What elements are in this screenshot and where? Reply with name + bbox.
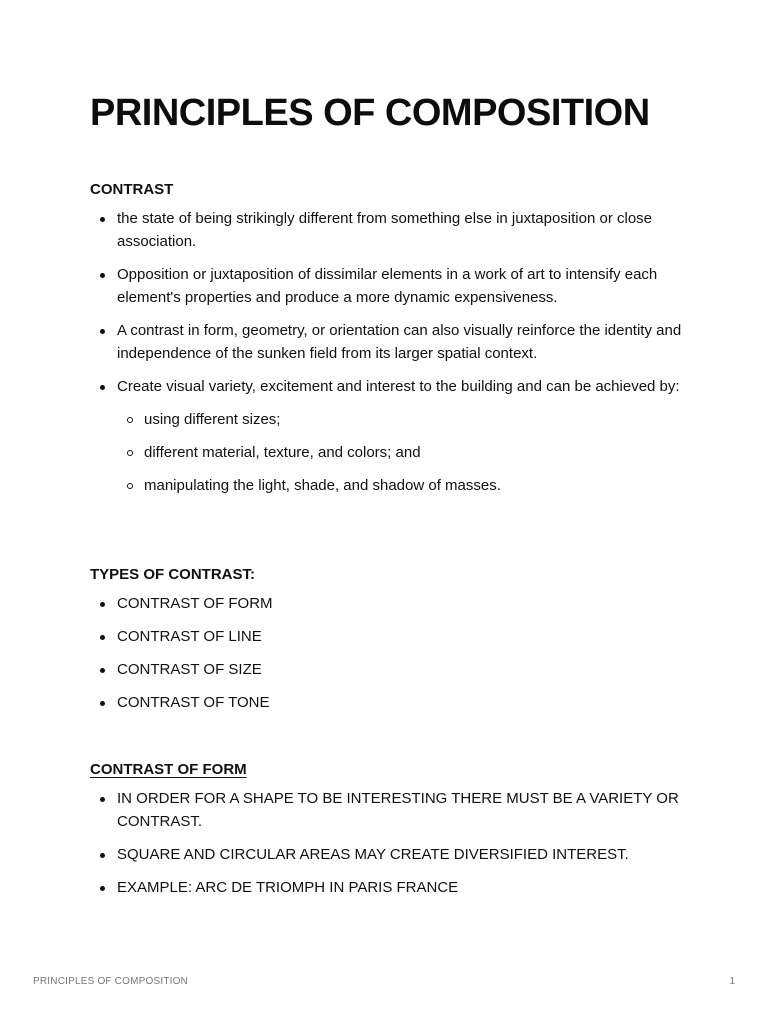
- section-contrast: [90, 180, 690, 507]
- bullet-dot-icon: [100, 668, 105, 673]
- bullet-dot-icon: [100, 273, 105, 278]
- list-item: [90, 658, 690, 681]
- list-item-text: CONTRAST OF FORM: [117, 595, 273, 612]
- contrast-sublist: [117, 408, 690, 497]
- bullet-dot-icon: [100, 329, 105, 334]
- list-item-text: A contrast in form, geometry, or orientation can also visually reinforce the identity and independence of the sunken field from its larger spatial context.: [117, 322, 682, 362]
- list-item-text: CONTRAST OF LINE: [117, 628, 262, 645]
- list-item-text: the state of being strikingly different from something else in juxtaposition or close association.: [117, 210, 653, 250]
- bullet-dot-icon: [100, 886, 105, 891]
- section-heading-form: [90, 760, 690, 780]
- list-item-text: CONTRAST OF TONE: [117, 694, 270, 711]
- sub-list-item-text: using different sizes;: [144, 411, 281, 428]
- bullet-dot-icon: [100, 701, 105, 706]
- types-list: [90, 592, 690, 714]
- bullet-dot-icon: [100, 385, 105, 390]
- section-heading-contrast: CONTRAST: [90, 181, 174, 198]
- section-heading-form-text: CONTRAST OF FORM: [90, 761, 247, 778]
- contrast-list: [90, 207, 690, 497]
- sub-list-item: [117, 441, 690, 464]
- list-item: [90, 319, 690, 365]
- list-item: [90, 592, 690, 615]
- bullet-circle-icon: [127, 483, 133, 489]
- sub-list-item-text: manipulating the light, shade, and shadow of masses.: [144, 477, 501, 494]
- list-item: [90, 843, 690, 866]
- list-item-text: Create visual variety, excitement and interest to the building and can be achieved by:: [117, 378, 680, 395]
- form-list: [90, 787, 690, 899]
- bullet-dot-icon: [100, 797, 105, 802]
- list-item-text: CONTRAST OF SIZE: [117, 661, 262, 678]
- sub-list-item: [117, 408, 690, 431]
- bullet-dot-icon: [100, 853, 105, 858]
- section-contrast-of-form: [90, 760, 690, 909]
- list-item-text: IN ORDER FOR A SHAPE TO BE INTERESTING THERE MUST BE A VARIETY OR CONTRAST.: [117, 790, 679, 830]
- list-item-text: SQUARE AND CIRCULAR AREAS MAY CREATE DIVERSIFIED INTEREST.: [117, 846, 629, 863]
- list-item-text: EXAMPLE: ARC DE TRIOMPH IN PARIS FRANCE: [117, 879, 459, 896]
- page-number: 1: [729, 976, 735, 987]
- bullet-dot-icon: [100, 635, 105, 640]
- list-item: [90, 876, 690, 899]
- section-heading-types: TYPES OF CONTRAST:: [90, 566, 256, 583]
- list-item-text: Opposition or juxtaposition of dissimilar elements in a work of art to intensify each element's properties and produce a more dynamic expensiveness.: [117, 266, 658, 306]
- page-title: PRINCIPLES OF COMPOSITION: [90, 92, 650, 134]
- section-types-of-contrast: [90, 565, 690, 724]
- sub-list-item-text: different material, texture, and colors; and: [144, 444, 421, 461]
- footer-title: PRINCIPLES OF COMPOSITION: [33, 976, 189, 987]
- bullet-circle-icon: [127, 450, 133, 456]
- list-item: [90, 263, 690, 309]
- list-item: [90, 375, 690, 497]
- list-item: [90, 625, 690, 648]
- bullet-dot-icon: [100, 217, 105, 222]
- list-item: [90, 207, 690, 253]
- bullet-circle-icon: [127, 417, 133, 423]
- sub-list-item: [117, 474, 690, 497]
- bullet-dot-icon: [100, 602, 105, 607]
- list-item: [90, 691, 690, 714]
- list-item: [90, 787, 690, 833]
